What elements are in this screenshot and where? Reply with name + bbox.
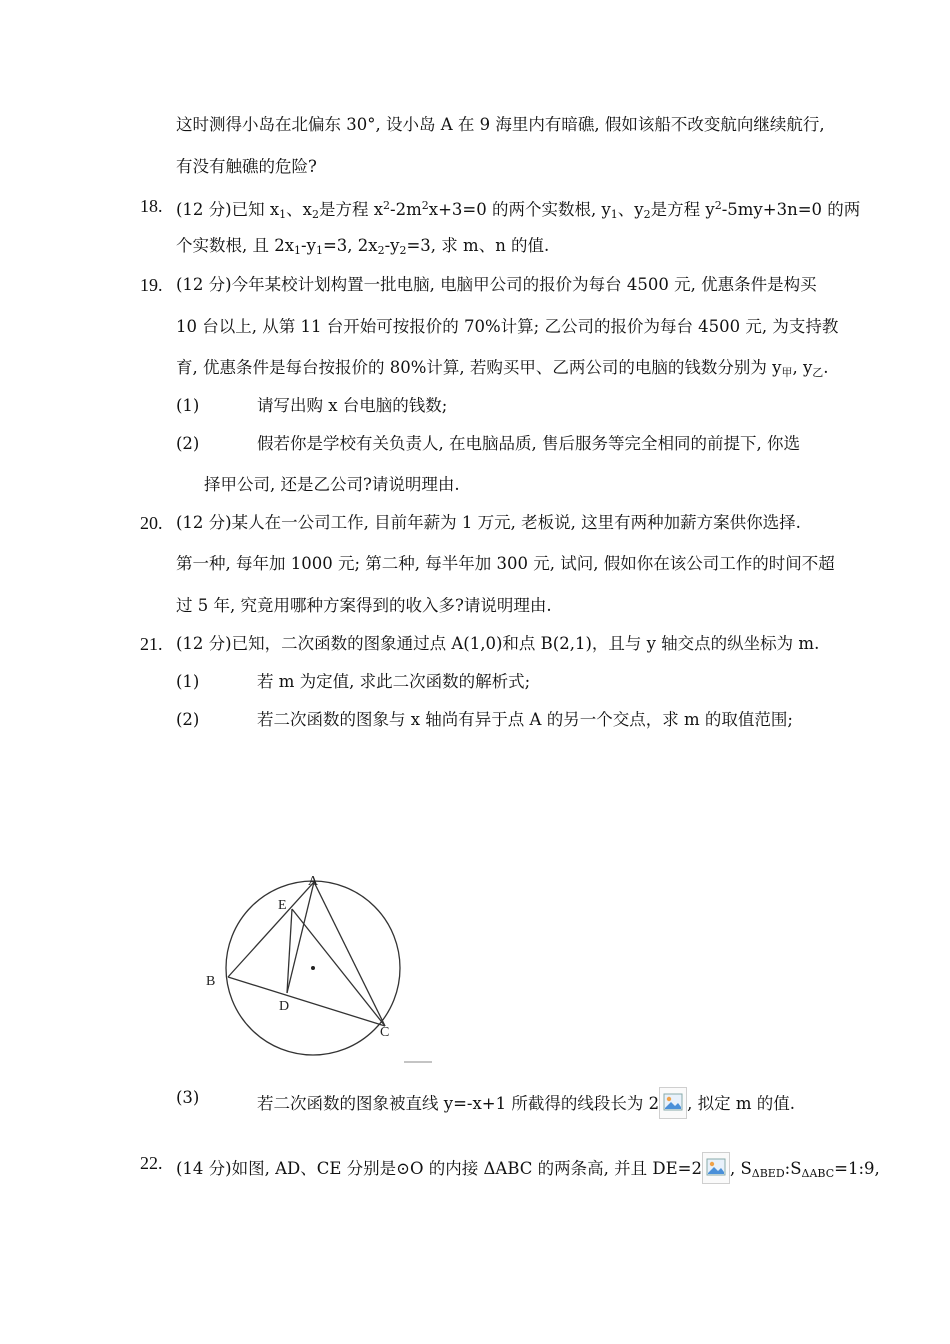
question-number: 18.: [140, 196, 163, 216]
broken-image-icon: [659, 1087, 687, 1119]
subquestion-text: 请写出购 x 台电脑的钱数;: [257, 396, 448, 415]
subquestion-text: 假若你是学校有关负责人, 在电脑品质, 售后服务等完全相同的前提下, 你选: [257, 434, 800, 453]
segment-ab: [228, 882, 314, 977]
question-text: (12 分)已知，二次函数的图象通过点 A(1,0)和点 B(2,1)，且与 y 轴交点的纵坐标为 m.: [176, 634, 820, 653]
question-text: 个实数根, 且 $2x_1-y_1=3$, $2x_2-y_2=3$, 求 m、n 的值.: [176, 236, 550, 257]
segment-ce: [292, 909, 385, 1026]
question-text: (12 分)今年某校计划构置一批电脑, 电脑甲公司的报价为每台 4500 元, 优惠条件是构买: [176, 275, 817, 294]
circle-geometry-figure: [200, 866, 440, 1076]
subquestion-label: (1): [176, 672, 200, 691]
point-label-a: A: [308, 874, 319, 889]
center-point: [311, 966, 315, 970]
point-label-d: D: [279, 999, 290, 1014]
subquestion-label: (2): [176, 710, 200, 729]
question-text: 第一种, 每年加 1000 元; 第二种, 每半年加 300 元, 试问, 假如你在该公司工作的时间不超: [176, 554, 835, 573]
question-number: 21.: [140, 634, 163, 654]
point-label-c: C: [380, 1025, 390, 1040]
subquestion-text: 若二次函数的图象被直线 y=-x+1 所截得的线段长为 2 , 拟定 m 的值.: [257, 1087, 795, 1119]
question-number: 19.: [140, 275, 163, 295]
segment-ac: [314, 882, 385, 1026]
subquestion-text: 若 m 为定值, 求此二次函数的解析式;: [257, 672, 531, 691]
subquestion-label: (2): [176, 434, 200, 453]
question-text: (12 分)已知 $x_1$、$x_2$是方程 $x^2-2m^2x+3=0$ 的两个实数根, $y_1$、$y_2$是方程 $y^2-5my+3n=0$ 的两: [176, 199, 861, 221]
broken-image-icon: [702, 1152, 730, 1184]
question-number: 22.: [140, 1153, 163, 1173]
question-text: 10 台以上, 从第 11 台开始可按报价的 70%计算; 乙公司的报价为每台 4500 元, 为支持教: [176, 317, 839, 336]
point-label-b: B: [206, 974, 216, 989]
subquestion-label: (3): [176, 1088, 200, 1107]
segment-ad: [287, 882, 314, 993]
segment-bc: [228, 977, 385, 1026]
question-text: (14 分)如图, AD、CE 分别是⊙O 的内接 ΔABC 的两条高, 并且 DE=2 , $S_{\Delta BED}:S_{\Delta ABC}=1:9$,: [176, 1152, 880, 1185]
text-line: 有没有触礁的危险?: [176, 157, 317, 176]
subquestion-text: 择甲公司, 还是乙公司?请说明理由.: [204, 475, 460, 494]
question-text: (12 分)某人在一公司工作, 目前年薪为 1 万元, 老板说, 这里有两种加薪方案供你选择.: [176, 513, 801, 532]
question-text: 过 5 年, 究竟用哪种方案得到的收入多?请说明理由.: [176, 596, 552, 615]
question-number: 20.: [140, 513, 163, 533]
point-label-e: E: [278, 898, 287, 913]
question-text: 育, 优惠条件是每台按报价的 80%计算, 若购买甲、乙两公司的电脑的钱数分别为 $y_甲$, $y_乙$.: [176, 358, 829, 379]
subquestion-label: (1): [176, 396, 200, 415]
subquestion-text: 若二次函数的图象与 x 轴尚有异于点 A 的另一个交点，求 m 的取值范围;: [257, 710, 793, 729]
text-line: 这时测得小岛在北偏东 30°, 设小岛 A 在 9 海里内有暗礁, 假如该船不改变航向继续航行,: [176, 115, 825, 134]
